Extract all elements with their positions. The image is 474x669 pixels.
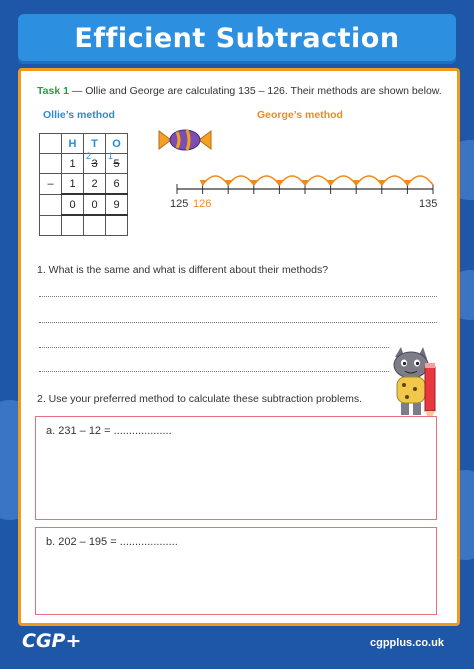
title-banner [18,14,456,64]
number-line-highlight-label: 126 [193,198,212,210]
answer-line [39,347,389,348]
answer-box-a[interactable] [35,416,437,520]
grid-cell: 9 [106,194,128,215]
jump-arc [203,176,229,185]
answer-line [39,296,437,297]
grid-header-t: T [84,134,106,154]
candy-icon [157,127,213,153]
worksheet [18,68,460,626]
carry-digit-t: 2 [86,151,92,161]
task-text: — Ollie and George are calculating 135 – 126. Their methods are shown below. [71,85,442,97]
task-label: Task 1 [37,85,69,97]
number-line-jumps [200,176,433,186]
problem-a: a. 231 – 12 = ................... [46,425,172,437]
minus-sign: – [40,174,62,195]
grid-cell: 6 [106,174,128,195]
page-title: Efficient Subtraction [74,23,400,54]
question-1: 1. What is the same and what is different about their methods? [37,264,329,276]
george-method-heading: George’s method [257,109,343,121]
answer-box-b[interactable] [35,527,437,615]
grid-cell: 1 [62,154,84,174]
grid-cell: 0 [62,194,84,215]
number-line-end-label: 135 [419,198,438,210]
grid-cell [40,154,62,174]
grid-cell: 2 [84,174,106,195]
jump-arc [254,176,280,185]
number-line-start-label: 125 [170,198,189,210]
grid-cell [62,215,84,236]
grid-cell [84,215,106,236]
crossed-digit-o: 5 [113,157,120,170]
cgp-logo: CGP+ [22,630,82,652]
jump-arc [305,176,331,185]
jump-arc [382,176,408,185]
answer-line [39,322,437,323]
question-2: 2. Use your preferred method to calculate these subtraction problems. [37,393,363,405]
grid-cell: 1 [62,174,84,195]
grid-header-o: O [106,134,128,154]
carry-digit-o: 1 [108,151,114,161]
task-instruction [37,85,442,97]
cat-mascot-icon [387,347,443,423]
jump-arc [228,176,254,185]
grid-cell [106,215,128,236]
footer-url[interactable]: cgpplus.co.uk [370,637,444,649]
jump-arc [279,176,305,185]
answer-line [39,371,389,372]
jump-arc [407,176,433,185]
problem-b: b. 202 – 195 = ................... [46,536,178,548]
crossed-digit-t: 3 [91,157,98,170]
grid-cell: 0 [84,194,106,215]
jump-arc [356,176,382,185]
grid-cell-crossed [84,151,106,174]
grid-header-h: H [62,134,84,154]
grid-cell [40,215,62,236]
ollie-column-grid [39,133,128,236]
grid-cell-crossed [106,151,128,174]
grid-cell [40,194,62,215]
ollie-method-heading: Ollie’s method [43,109,115,121]
grid-cell [40,134,62,154]
jump-arc [331,176,357,185]
